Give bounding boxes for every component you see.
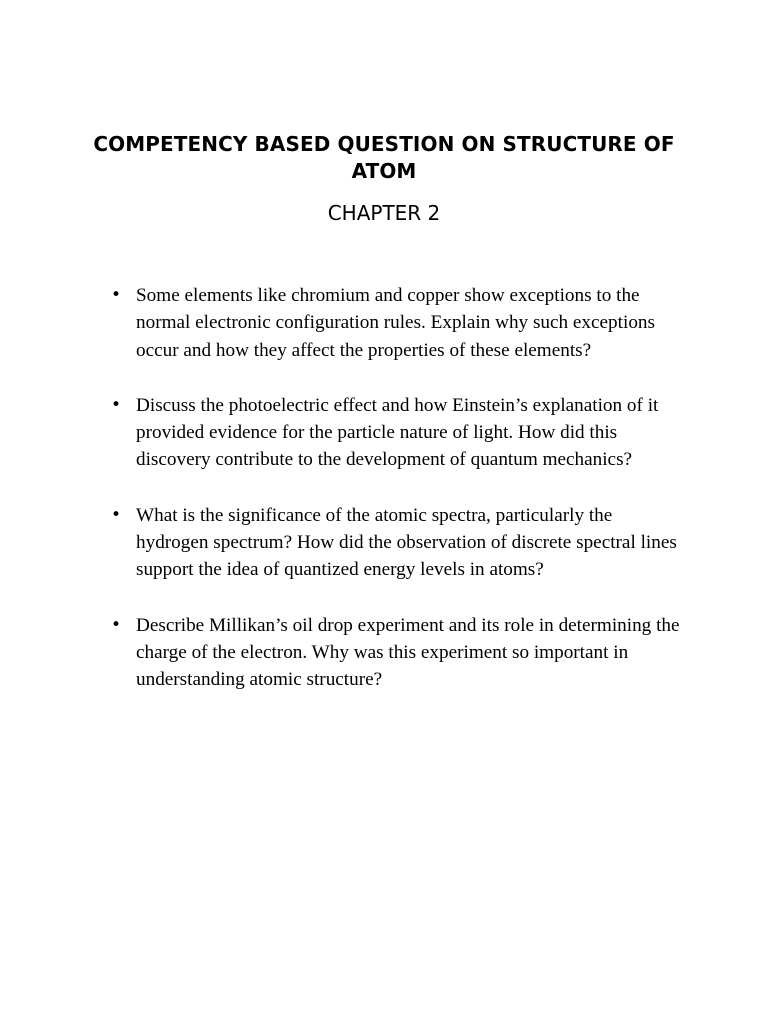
document-title: COMPETENCY BASED QUESTION ON STRUCTURE OF ATOM: [93, 132, 675, 183]
chapter-subtitle: CHAPTER 2: [327, 201, 441, 225]
question-item: [0, 612, 686, 694]
bullet-icon: •: [111, 614, 122, 635]
question-text: Some elements like chromium and copper show exceptions to the normal electronic configuration rules. Explain why such exceptions occur and how they affect the properties of these elements?: [136, 285, 655, 361]
bullet-icon: •: [111, 394, 122, 415]
question-text: Describe Millikan’s oil drop experiment and its role in determining the charge of the electron. Why was this experiment so important in understanding atomic structure?: [136, 614, 680, 691]
question-item: [0, 282, 686, 364]
bullet-icon: •: [111, 504, 122, 525]
question-text: What is the significance of the atomic spectra, particularly the hydrogen spectrum? How did the observation of discrete spectral lines support the idea of quantized energy levels in atoms?: [136, 504, 677, 581]
question-item: [0, 392, 686, 474]
question-list: [0, 282, 768, 722]
question-text: Discuss the photoelectric effect and how Einstein’s explanation of it provided evidence for the particle nature of light. How did this discovery contribute to the development of quantum mechanics?: [136, 394, 659, 471]
question-item: [0, 502, 686, 584]
bullet-icon: •: [111, 285, 122, 305]
